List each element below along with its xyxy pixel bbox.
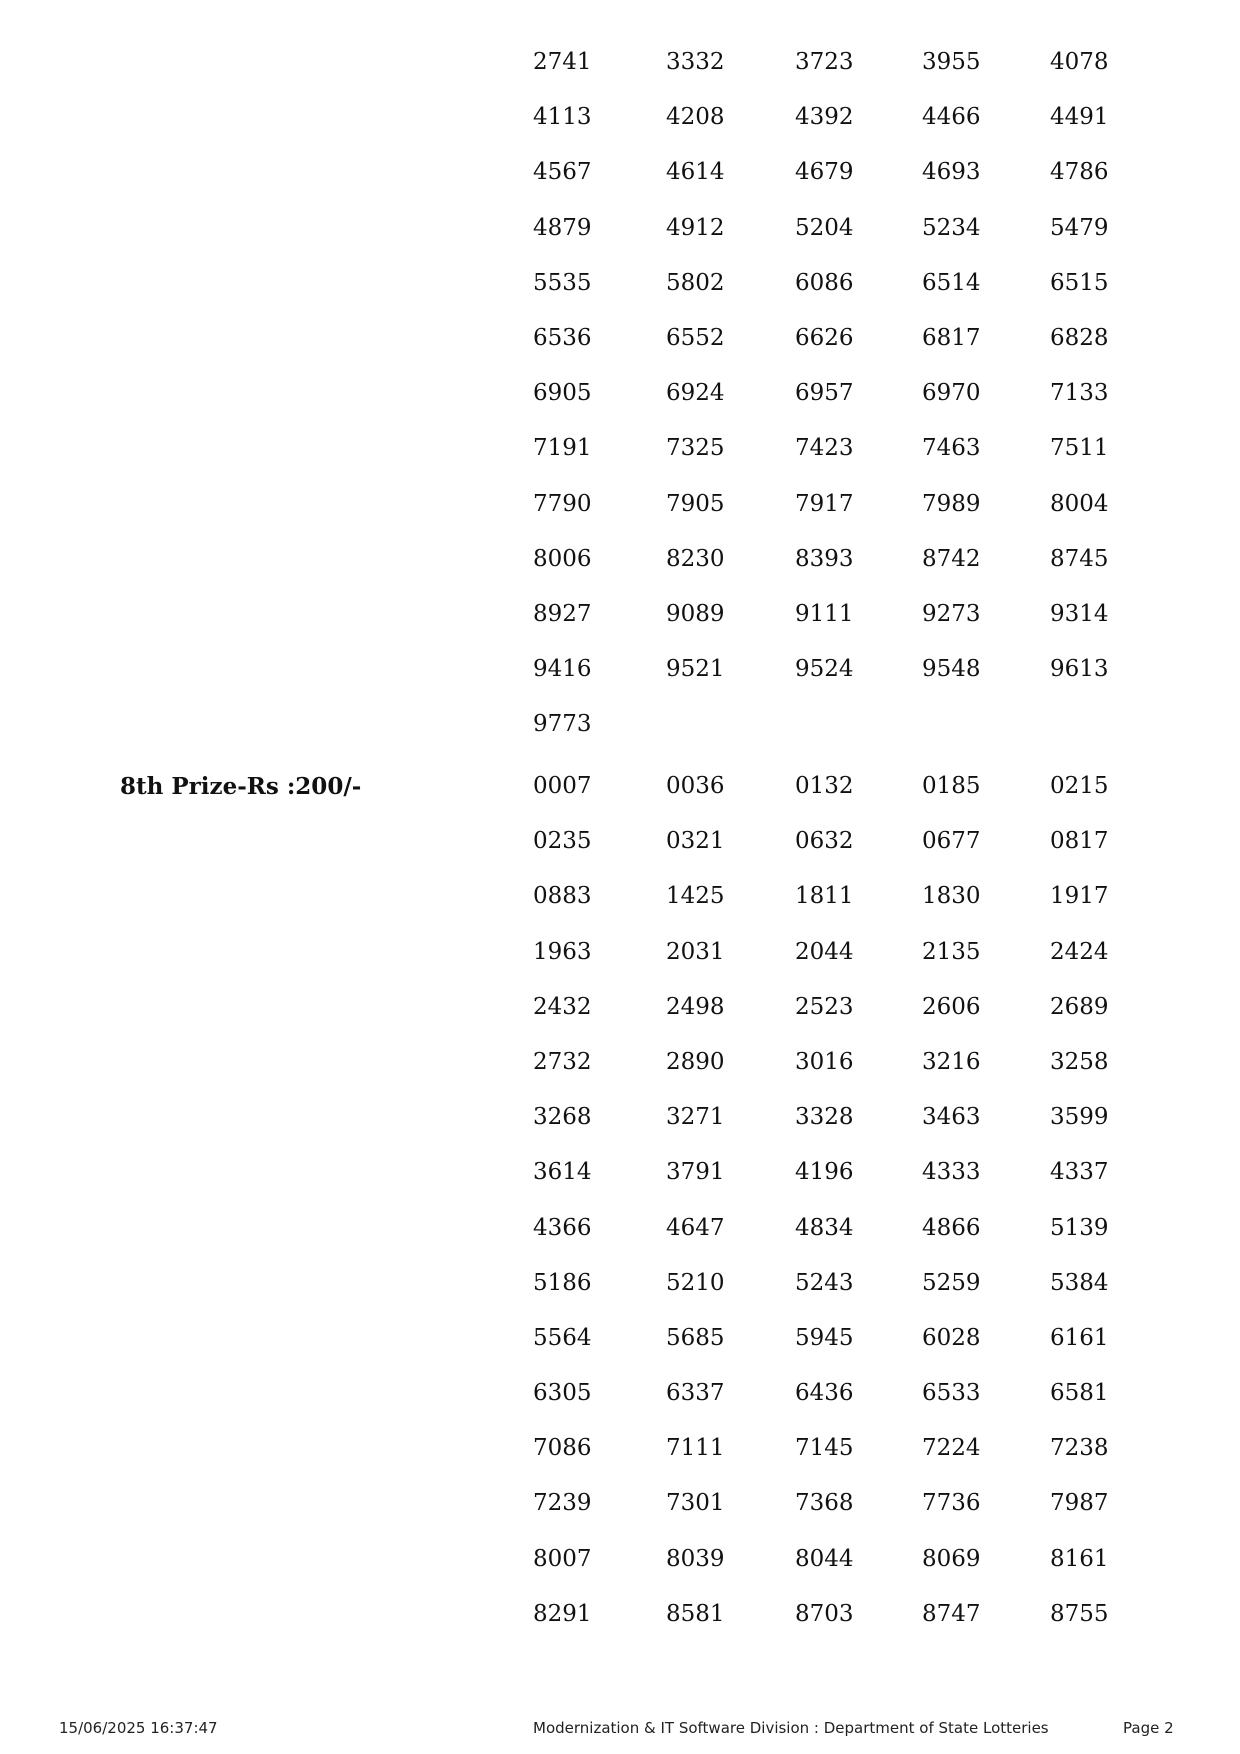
- ticket-number: 4333: [922, 1159, 981, 1186]
- ticket-number: 5479: [1050, 214, 1109, 241]
- ticket-number: 9111: [795, 600, 854, 627]
- ticket-number: 6828: [1050, 324, 1109, 351]
- ticket-number: 7917: [795, 490, 854, 517]
- ticket-number: 9314: [1050, 600, 1109, 627]
- ticket-number: 1811: [795, 883, 854, 910]
- ticket-number: 3614: [533, 1159, 592, 1186]
- ticket-number: 1963: [533, 938, 592, 965]
- ticket-number: 5535: [533, 269, 592, 296]
- ticket-number: 4491: [1050, 104, 1109, 131]
- ticket-number: 7736: [922, 1490, 981, 1517]
- ticket-number: 6957: [795, 380, 854, 407]
- ticket-number: 3599: [1050, 1104, 1109, 1131]
- ticket-number: 3955: [922, 49, 981, 75]
- ticket-number: 2044: [795, 938, 854, 965]
- ticket-number: 0036: [666, 773, 725, 799]
- ticket-number: 8745: [1050, 545, 1109, 572]
- number-row: [0, 1421, 1240, 1476]
- ticket-number: 9416: [533, 656, 592, 683]
- number-row: [0, 1201, 1240, 1256]
- ticket-number: 4679: [795, 159, 854, 186]
- ticket-number: 6552: [666, 324, 725, 351]
- ticket-number: 3268: [533, 1104, 592, 1131]
- ticket-number: 3016: [795, 1048, 854, 1075]
- ticket-number: 7989: [922, 490, 981, 517]
- ticket-number: 4567: [533, 159, 592, 186]
- ticket-number: 2890: [666, 1048, 725, 1075]
- ticket-number: 0677: [922, 828, 981, 855]
- ticket-number: 7224: [922, 1435, 981, 1462]
- ticket-number: 3216: [922, 1048, 981, 1075]
- ticket-number: 5243: [795, 1269, 854, 1296]
- ticket-number: 8747: [922, 1600, 981, 1627]
- ticket-number: 4466: [922, 104, 981, 131]
- footer-division: Modernization & IT Software Division : Department of State Lotteries: [533, 1719, 1049, 1737]
- ticket-number: 8004: [1050, 490, 1109, 517]
- ticket-number: 5204: [795, 214, 854, 241]
- number-row: [0, 1366, 1240, 1421]
- ticket-number: 6533: [922, 1380, 981, 1407]
- number-row: [0, 35, 1240, 90]
- ticket-number: 5234: [922, 214, 981, 241]
- ticket-number: 7511: [1050, 435, 1109, 462]
- ticket-number: 4196: [795, 1159, 854, 1186]
- ticket-number: 4366: [533, 1214, 592, 1241]
- ticket-number: 5210: [666, 1269, 725, 1296]
- ticket-number: 1917: [1050, 883, 1109, 910]
- ticket-number: 8230: [666, 545, 725, 572]
- ticket-number: 6305: [533, 1380, 592, 1407]
- number-row: [0, 925, 1240, 980]
- ticket-number: 7368: [795, 1490, 854, 1517]
- ticket-number: 0883: [533, 883, 592, 910]
- number-row: [0, 1311, 1240, 1366]
- number-row: [0, 532, 1240, 587]
- ticket-number: 8927: [533, 600, 592, 627]
- ticket-number: 0215: [1050, 773, 1109, 799]
- footer-timestamp: 15/06/2025 16:37:47: [59, 1719, 218, 1737]
- ticket-number: 4834: [795, 1214, 854, 1241]
- ticket-number: 7423: [795, 435, 854, 462]
- ticket-number: 7239: [533, 1490, 592, 1517]
- ticket-number: 2741: [533, 49, 592, 75]
- ticket-number: 7905: [666, 490, 725, 517]
- continued-prize-section: [0, 35, 1240, 752]
- number-row: [0, 145, 1240, 200]
- continued-prize-numbers: [0, 35, 1240, 752]
- ticket-number: 2689: [1050, 993, 1109, 1020]
- ticket-number: 7463: [922, 435, 981, 462]
- ticket-number: 4786: [1050, 159, 1109, 186]
- ticket-number: 4208: [666, 104, 725, 131]
- ticket-number: 9773: [533, 711, 592, 738]
- ticket-number: 5186: [533, 1269, 592, 1296]
- ticket-number: 4912: [666, 214, 725, 241]
- footer-page-number: Page 2: [1123, 1719, 1174, 1737]
- ticket-number: 8755: [1050, 1600, 1109, 1627]
- number-row: [0, 477, 1240, 532]
- ticket-number: 3791: [666, 1159, 725, 1186]
- number-row: [0, 366, 1240, 421]
- ticket-number: 8161: [1050, 1545, 1109, 1572]
- ticket-number: 7301: [666, 1490, 725, 1517]
- ticket-number: 7145: [795, 1435, 854, 1462]
- ticket-number: 8006: [533, 545, 592, 572]
- ticket-number: 3328: [795, 1104, 854, 1131]
- number-row: [0, 1476, 1240, 1531]
- number-row: [0, 1145, 1240, 1200]
- ticket-number: 9548: [922, 656, 981, 683]
- ticket-number: 8069: [922, 1545, 981, 1572]
- number-row: [0, 642, 1240, 697]
- ticket-number: 0817: [1050, 828, 1109, 855]
- ticket-number: 7238: [1050, 1435, 1109, 1462]
- ticket-number: 3258: [1050, 1048, 1109, 1075]
- ticket-number: 3271: [666, 1104, 725, 1131]
- ticket-number: 2031: [666, 938, 725, 965]
- ticket-number: 2732: [533, 1048, 592, 1075]
- ticket-number: 0632: [795, 828, 854, 855]
- ticket-number: 2424: [1050, 938, 1109, 965]
- ticket-number: 6970: [922, 380, 981, 407]
- ticket-number: 6161: [1050, 1324, 1109, 1351]
- ticket-number: 0235: [533, 828, 592, 855]
- ticket-number: 2498: [666, 993, 725, 1020]
- ticket-number: 0007: [533, 773, 592, 799]
- ticket-number: 5685: [666, 1324, 725, 1351]
- ticket-number: 6536: [533, 324, 592, 351]
- number-row: [0, 201, 1240, 256]
- ticket-number: 5802: [666, 269, 725, 296]
- ticket-number: 9273: [922, 600, 981, 627]
- number-row: [0, 311, 1240, 366]
- number-row: [0, 1256, 1240, 1311]
- number-row: [0, 1587, 1240, 1642]
- number-row: [0, 1532, 1240, 1587]
- ticket-number: 5945: [795, 1324, 854, 1351]
- ticket-number: 5259: [922, 1269, 981, 1296]
- ticket-number: 0185: [922, 773, 981, 799]
- ticket-number: 9613: [1050, 656, 1109, 683]
- ticket-number: 7987: [1050, 1490, 1109, 1517]
- ticket-number: 8039: [666, 1545, 725, 1572]
- ticket-number: 0321: [666, 828, 725, 855]
- ticket-number: 4693: [922, 159, 981, 186]
- ticket-number: 6514: [922, 269, 981, 296]
- ticket-number: 8007: [533, 1545, 592, 1572]
- number-row: [0, 421, 1240, 476]
- ticket-number: 6515: [1050, 269, 1109, 296]
- number-row: [0, 869, 1240, 924]
- ticket-number: 7111: [666, 1435, 725, 1462]
- ticket-number: 8703: [795, 1600, 854, 1627]
- number-row: [0, 980, 1240, 1035]
- eighth-prize-numbers: [0, 759, 1240, 1642]
- ticket-number: 9524: [795, 656, 854, 683]
- ticket-number: 6905: [533, 380, 592, 407]
- ticket-number: 6924: [666, 380, 725, 407]
- ticket-number: 6581: [1050, 1380, 1109, 1407]
- ticket-number: 7191: [533, 435, 592, 462]
- number-row: [0, 1090, 1240, 1145]
- ticket-number: 7086: [533, 1435, 592, 1462]
- ticket-number: 6337: [666, 1380, 725, 1407]
- ticket-number: 8581: [666, 1600, 725, 1627]
- ticket-number: 3463: [922, 1104, 981, 1131]
- ticket-number: 4337: [1050, 1159, 1109, 1186]
- ticket-number: 9521: [666, 656, 725, 683]
- ticket-number: 5139: [1050, 1214, 1109, 1241]
- ticket-number: 2606: [922, 993, 981, 1020]
- ticket-number: 4647: [666, 1214, 725, 1241]
- number-row: [0, 1035, 1240, 1090]
- number-row: [0, 256, 1240, 311]
- ticket-number: 1425: [666, 883, 725, 910]
- ticket-number: 2135: [922, 938, 981, 965]
- ticket-number: 8393: [795, 545, 854, 572]
- ticket-number: 4078: [1050, 49, 1109, 75]
- ticket-number: 6028: [922, 1324, 981, 1351]
- ticket-number: 6626: [795, 324, 854, 351]
- number-row: [0, 90, 1240, 145]
- ticket-number: 7133: [1050, 380, 1109, 407]
- ticket-number: 4113: [533, 104, 592, 131]
- number-row: [0, 587, 1240, 642]
- ticket-number: 8742: [922, 545, 981, 572]
- ticket-number: 6436: [795, 1380, 854, 1407]
- number-row: [0, 814, 1240, 869]
- ticket-number: 7790: [533, 490, 592, 517]
- ticket-number: 2523: [795, 993, 854, 1020]
- ticket-number: 4392: [795, 104, 854, 131]
- number-row: [0, 697, 1240, 752]
- ticket-number: 8044: [795, 1545, 854, 1572]
- ticket-number: 1830: [922, 883, 981, 910]
- ticket-number: 9089: [666, 600, 725, 627]
- ticket-number: 3723: [795, 49, 854, 75]
- number-row: [0, 759, 1240, 814]
- ticket-number: 3332: [666, 49, 725, 75]
- ticket-number: 0132: [795, 773, 854, 799]
- ticket-number: 6817: [922, 324, 981, 351]
- ticket-number: 8291: [533, 1600, 592, 1627]
- ticket-number: 7325: [666, 435, 725, 462]
- ticket-number: 5564: [533, 1324, 592, 1351]
- ticket-number: 4614: [666, 159, 725, 186]
- ticket-number: 6086: [795, 269, 854, 296]
- ticket-number: 4879: [533, 214, 592, 241]
- ticket-number: 5384: [1050, 1269, 1109, 1296]
- eighth-prize-label: 8th Prize-Rs :200/-: [120, 773, 362, 800]
- ticket-number: 2432: [533, 993, 592, 1020]
- eighth-prize-section: [0, 759, 1240, 1642]
- ticket-number: 4866: [922, 1214, 981, 1241]
